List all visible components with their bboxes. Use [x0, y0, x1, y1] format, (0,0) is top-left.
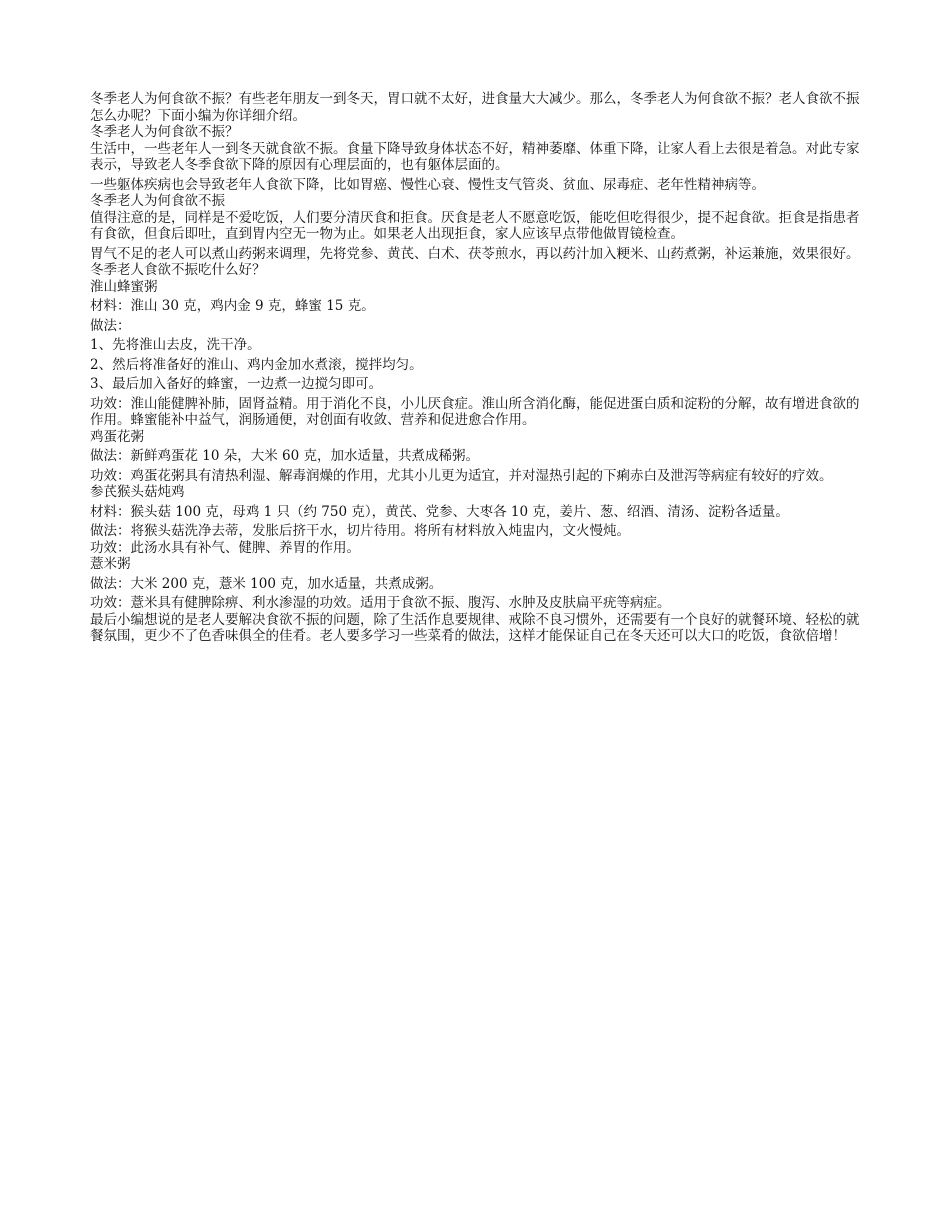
recipe-method: 做法：大米 200 克，薏米 100 克，加水适量，共煮成粥。	[90, 575, 443, 592]
recipe-step: 3、最后加入备好的蜂蜜，一边煮一边搅匀即可。	[90, 376, 383, 392]
intro-paragraph: 冬季老人为何食欲不振？有些老年朋友一到冬天，胃口就不太好，进食量大大减少。那么，冬季老人为何食欲不振？老人食欲不振怎么办呢？下面小编为你详细介绍。	[90, 91, 860, 124]
closing-paragraph: 最后小编想说的是老人要解决食欲不振的问题，除了生活作息要规律、戒除不良习惯外，还需要有一个良好的就餐环境、轻松的就餐氛围，更少不了色香味俱全的佳肴。老人要多学习一些菜肴的做法，这样才能保证自己在冬天还可以大口的吃饭，食欲倍增！	[90, 611, 860, 644]
body-paragraph: 值得注意的是，同样是不爱吃饭，人们要分清厌食和拒食。厌食是老人不愿意吃饭，能吃但吃得很少，提不起食欲。拒食是指患者有食欲，但食后即吐，直到胃内空无一物为止。如果老人出现拒食，家人应该早点带他做胃镜检查。	[90, 209, 860, 242]
recipe-step: 2、然后将准备好的淮山、鸡内金加水煮滚，搅拌均匀。	[90, 356, 423, 373]
recipe-effect: 功效：此汤水具有补气、健脾、养胃的作用。	[90, 539, 360, 556]
article-body	[90, 91, 862, 645]
body-paragraph: 生活中，一些老年人一到冬天就食欲不振。食量下降导致身体状态不好，精神萎靡、体重下降，让家人看上去很是着急。对此专家表示，导致老人冬季食欲下降的原因有心理层面的，也有躯体层面的。	[90, 140, 860, 173]
body-paragraph: 一些躯体疾病也会导致老年人食欲下降，比如胃癌、慢性心衰、慢性支气管炎、贫血、尿毒症、老年性精神病等。	[90, 176, 765, 193]
recipe-ingredients: 材料：猴头菇 100 克，母鸡 1 只（约 750 克），黄芪、党参、大枣各 10 克，姜片、葱、绍酒、清汤、淀粉各适量。	[90, 503, 789, 520]
recipe-title: 淮山蜂蜜粥	[90, 278, 158, 295]
body-paragraph: 胃气不足的老人可以煮山药粥来调理，先将党参、黄芪、白术、茯苓煎水，再以药汁加入粳米、山药煮粥，补运兼施，效果很好。	[90, 245, 860, 262]
recipe-method-label: 做法：	[90, 317, 131, 334]
recipe-title: 薏米粥	[90, 556, 131, 572]
recipe-method: 做法：新鲜鸡蛋花 10 朵，大米 60 克，加水适量，共煮成稀粥。	[90, 448, 480, 464]
recipe-method: 做法：将猴头菇洗净去蒂，发胀后挤干水，切片待用。将所有材料放入炖盅内，文火慢炖。	[90, 523, 630, 539]
recipe-title: 参芪猴头菇炖鸡	[90, 484, 185, 500]
recipe-effect: 功效：鸡蛋花粥具有清热利湿、解毒润燥的作用，尤其小儿更为适宜，并对湿热引起的下痢赤白及泄泻等病症有较好的疗效。	[90, 467, 833, 484]
recipe-ingredients: 材料：淮山 30 克，鸡内金 9 克，蜂蜜 15 克。	[90, 298, 375, 314]
section-heading: 冬季老人为何食欲不振	[90, 193, 225, 209]
recipe-step: 1、先将淮山去皮，洗干净。	[90, 337, 261, 353]
recipe-effect: 功效：淮山能健脾补肺，固肾益精。用于消化不良，小儿厌食症。淮山所含消化酶，能促进蛋白质和淀粉的分解，故有增进食欲的作用。蜂蜜能补中益气，润肠通便，对创面有收敛、营养和促进愈合作用。	[90, 395, 860, 428]
recipe-title: 鸡蛋花粥	[90, 428, 144, 445]
section-heading: 冬季老人为何食欲不振？	[90, 124, 239, 140]
recipe-effect: 功效：薏米具有健脾除痹、利水渗湿的功效。适用于食欲不振、腹泻、水肿及皮肤扁平疣等病症。	[90, 595, 671, 611]
section-heading: 冬季老人食欲不振吃什么好？	[90, 262, 266, 278]
